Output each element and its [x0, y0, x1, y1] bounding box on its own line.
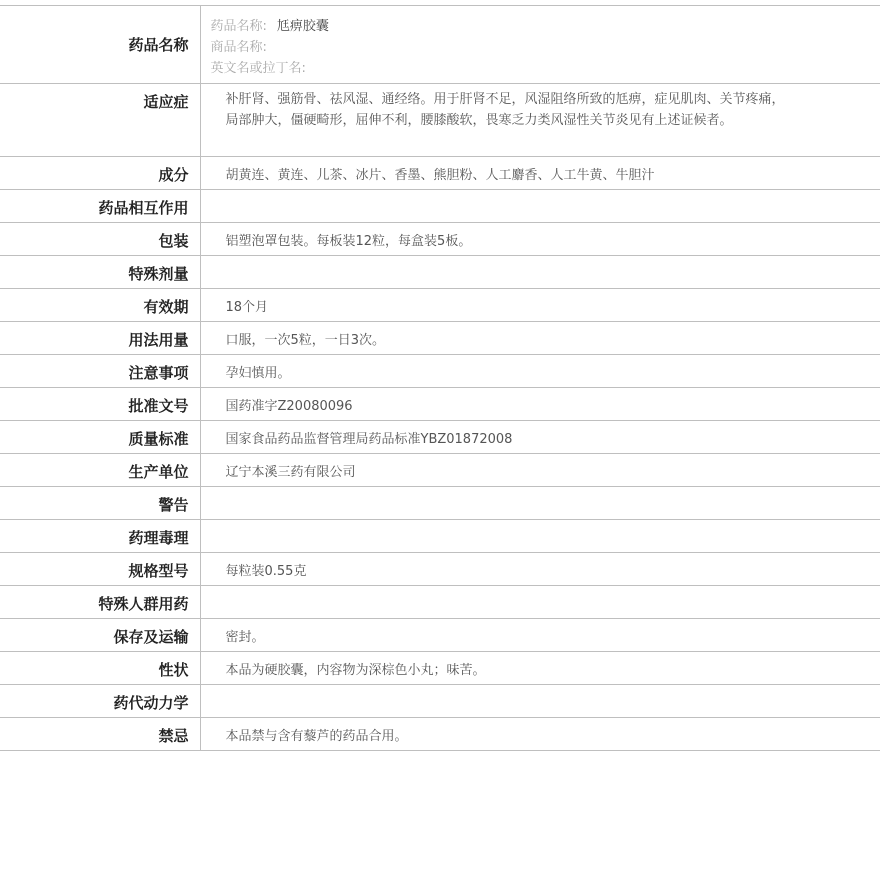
- row-value: 补肝肾、强筋骨、祛风湿、通经络。用于肝肾不足，风湿阻络所致的尪痹，症见肌肉、关节疼痛，局部肿大，僵硬畸形，屈伸不利，腰膝酸软，畏寒乏力类风湿性关节炎见有上述证候者。: [200, 84, 880, 157]
- row-value: [200, 256, 880, 289]
- row-value: [200, 520, 880, 553]
- row-approval-number: [0, 388, 880, 421]
- generic-name-line: [211, 16, 791, 37]
- row-contraindications: [0, 718, 880, 751]
- row-label: 批准文号: [0, 388, 200, 421]
- row-label: 有效期: [0, 289, 200, 322]
- row-ingredients: [0, 157, 880, 190]
- generic-name-value: 尪痹胶囊: [276, 19, 329, 34]
- row-description: [0, 652, 880, 685]
- row-indications: [0, 84, 880, 157]
- row-label: 规格型号: [0, 553, 200, 586]
- row-label: 禁忌: [0, 718, 200, 751]
- trade-name-label: 商品名称:: [210, 40, 267, 55]
- row-label: 特殊人群用药: [0, 586, 200, 619]
- row-value: 孕妇慎用。: [200, 355, 880, 388]
- row-special-dosage: [0, 256, 880, 289]
- row-value: 18个月: [200, 289, 880, 322]
- row-special-populations: [0, 586, 880, 619]
- row-label: 包装: [0, 223, 200, 256]
- row-label: 药理毒理: [0, 520, 200, 553]
- row-quality-standard: [0, 421, 880, 454]
- row-pharmacokinetics: [0, 685, 880, 718]
- drug-info-table: [0, 5, 880, 751]
- row-value: 铝塑泡罩包装。每板装12粒，每盒装5板。: [200, 223, 880, 256]
- row-label: 质量标准: [0, 421, 200, 454]
- row-value: 国药准字Z20080096: [200, 388, 880, 421]
- row-value: 口服，一次5粒，一日3次。: [200, 322, 880, 355]
- row-value: 本品禁与含有藜芦的药品合用。: [200, 718, 880, 751]
- row-specification: [0, 553, 880, 586]
- row-value: [200, 190, 880, 223]
- row-label: 成分: [0, 157, 200, 190]
- row-storage: [0, 619, 880, 652]
- generic-name-label: 药品名称:: [210, 19, 267, 34]
- row-label: 用法用量: [0, 322, 200, 355]
- row-manufacturer: [0, 454, 880, 487]
- row-value: 每粒装0.55克: [200, 553, 880, 586]
- row-label: 性状: [0, 652, 200, 685]
- row-value: [200, 586, 880, 619]
- row-pharmacology: [0, 520, 880, 553]
- english-name-label: 英文名或拉丁名:: [210, 61, 306, 76]
- row-value: [200, 685, 880, 718]
- row-packaging: [0, 223, 880, 256]
- row-label: 药品名称: [0, 6, 200, 84]
- row-label: 特殊剂量: [0, 256, 200, 289]
- row-label: 生产单位: [0, 454, 200, 487]
- row-label: 保存及运输: [0, 619, 200, 652]
- row-label: 适应症: [0, 84, 200, 157]
- drug-name-values: [200, 6, 880, 84]
- row-label: 药代动力学: [0, 685, 200, 718]
- row-label: 注意事项: [0, 355, 200, 388]
- row-value: 本品为硬胶囊，内容物为深棕色小丸；味苦。: [200, 652, 880, 685]
- row-value: 密封。: [200, 619, 880, 652]
- row-value: 辽宁本溪三药有限公司: [200, 454, 880, 487]
- row-interactions: [0, 190, 880, 223]
- row-shelf-life: [0, 289, 880, 322]
- row-value: 国家食品药品监督管理局药品标准YBZ01872008: [200, 421, 880, 454]
- row-drug-name: [0, 6, 880, 84]
- row-value: [200, 487, 880, 520]
- row-label: 警告: [0, 487, 200, 520]
- row-label: 药品相互作用: [0, 190, 200, 223]
- row-usage: [0, 322, 880, 355]
- row-precautions: [0, 355, 880, 388]
- row-warning: [0, 487, 880, 520]
- row-value: 胡黄连、黄连、儿茶、冰片、香墨、熊胆粉、人工麝香、人工牛黄、牛胆汁: [200, 157, 880, 190]
